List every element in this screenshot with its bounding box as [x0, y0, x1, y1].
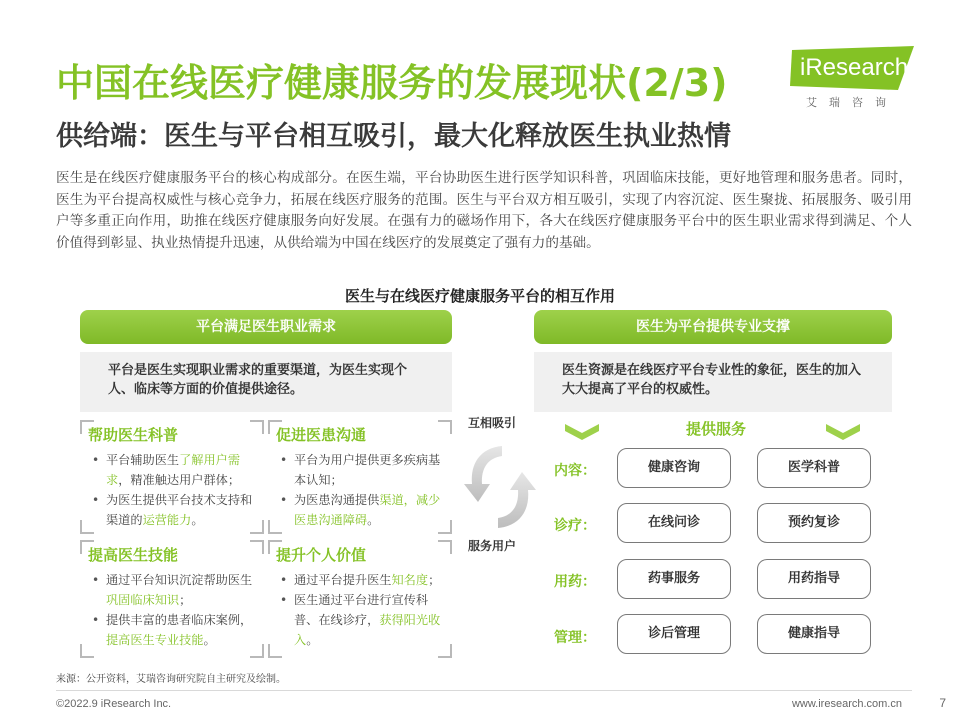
left-summary-box: 平台是医生实现职业需求的重要渠道，为医生实现个人、临床等方面的价值提供途径。	[80, 352, 452, 412]
card-personal-value	[268, 540, 452, 658]
bullet-text: 为医生提供平台技术支持和渠道的	[106, 493, 253, 527]
card-bullet	[88, 450, 258, 490]
right-summary-box: 医生资源是在线医疗平台专业性的象征，医生的加入大大提高了平台的权威性。	[534, 352, 892, 412]
page-number: 7	[939, 696, 946, 710]
right-header-bar: 医生为平台提供专业支撑	[534, 310, 892, 344]
serve-users-label: 服务用户	[468, 539, 517, 553]
highlight-text: 了解用户需求	[106, 453, 241, 487]
bullet-text: 。	[306, 633, 319, 647]
card-bullet	[88, 610, 258, 650]
intro-paragraph: 医生是在线医疗健康服务平台的核心构成部分。在医生端，平台协助医生进行医学知识科普，巩固临床技能，更好地管理和服务患者。同时，医生为平台提高权威性与核心竞争力，拓展在线医疗服务的范围。医生与平台双方相互吸引，实现了内容沉淀、医生聚拢、拓展服务、吸引用户等多重正向作用，助推在线医疗健康服务向好发展。在强有力的磁场作用下，各大在线医疗健康服务平台中的医生职业需求得到满足、个人价值得到彰显、执业热情提升迅速，从供给端为中国在线医疗的发展奠定了强有力的基础。	[56, 170, 912, 251]
row-label-medication: 用药：	[554, 574, 596, 590]
footer-divider	[56, 690, 912, 691]
highlight-text: 巩固临床知识	[106, 593, 180, 607]
service-online-consult: 在线问诊	[617, 503, 731, 543]
logo-brand-text: iResearch	[800, 54, 909, 81]
bullet-text: 为医患沟通提供	[294, 493, 380, 507]
highlight-text: 运营能力	[142, 513, 192, 527]
service-health-consult: 健康咨询	[617, 448, 731, 488]
mutual-attraction-label: 互相吸引	[468, 416, 517, 430]
footer-website[interactable]: www.iresearch.com.cn	[791, 698, 902, 710]
service-health-guide: 健康指导	[757, 614, 871, 654]
card-list	[88, 570, 258, 650]
service-post-diagnosis: 诊后管理	[617, 614, 731, 654]
page-subtitle: 供给端：医生与平台相互吸引，最大化释放医生执业热情	[56, 121, 731, 152]
service-pharmacy: 药事服务	[617, 559, 731, 599]
card-bullet	[276, 450, 446, 490]
row-label-management: 管理：	[554, 630, 596, 646]
service-medical-science: 医学科普	[757, 448, 871, 488]
footer-copyright: ©2022.9 iResearch Inc.	[56, 698, 172, 710]
card-title: 促进医患沟通	[276, 426, 367, 444]
card-title: 提高医生技能	[88, 546, 179, 564]
bullet-text: ，精准触达用户群体；	[118, 473, 241, 487]
card-list	[276, 570, 446, 650]
card-list	[276, 450, 446, 530]
bullet-text: ；	[428, 573, 441, 587]
chevron-down-icon	[826, 424, 860, 440]
card-bullet	[276, 570, 446, 590]
bullet-text: ；	[179, 593, 192, 607]
service-follow-up: 预约复诊	[757, 503, 871, 543]
bullet-text: 提供丰富的患者临床案例，	[106, 613, 253, 627]
bullet-text: 通过平台提升医生	[294, 573, 392, 587]
highlight-text: 知名度	[391, 573, 429, 587]
card-doctor-patient	[268, 420, 452, 534]
row-label-content: 内容：	[554, 463, 596, 479]
card-improve-skills	[80, 540, 264, 658]
bullet-text: 平台辅助医生	[106, 453, 180, 467]
chevron-down-icon	[565, 424, 599, 440]
bullet-text: 医生通过平台进行宣传科普、在线诊疗，	[294, 593, 429, 627]
services-title: 提供服务	[686, 420, 747, 438]
card-bullet	[88, 490, 258, 530]
left-header-bar: 平台满足医生职业需求	[80, 310, 452, 344]
highlight-text: 渠道，减少医患沟通障碍	[294, 493, 441, 527]
bullet-text: 。	[203, 633, 216, 647]
card-help-science	[80, 420, 264, 534]
highlight-text: 提高医生专业技能	[106, 633, 204, 647]
card-bullet	[276, 590, 446, 650]
bullet-text: 平台为用户提供更多疾病基本认知；	[294, 453, 441, 487]
bullet-text: 通过平台知识沉淀帮助医生	[106, 573, 253, 587]
diagram-title: 医生与在线医疗健康服务平台的相互作用	[344, 287, 615, 305]
bullet-text: 。	[191, 513, 204, 527]
logo-cn-text: 艾瑞咨询	[806, 96, 898, 109]
card-bullet	[88, 570, 258, 610]
page-title: 中国在线医疗健康服务的发展现状(2/3)	[56, 61, 728, 105]
highlight-text: 获得阳光收入	[294, 613, 441, 647]
iresearch-logo	[790, 46, 920, 108]
cycle-arrows-icon	[462, 440, 538, 534]
source-note: 来源：公开资料，艾瑞咨询研究院自主研究及绘制。	[56, 674, 286, 685]
row-label-diagnosis: 诊疗：	[554, 518, 596, 534]
card-list	[88, 450, 258, 530]
card-title: 提升个人价值	[276, 546, 367, 564]
service-medication-guide: 用药指导	[757, 559, 871, 599]
bullet-text: 。	[367, 513, 380, 527]
card-title: 帮助医生科普	[88, 426, 179, 444]
card-bullet	[276, 490, 446, 530]
